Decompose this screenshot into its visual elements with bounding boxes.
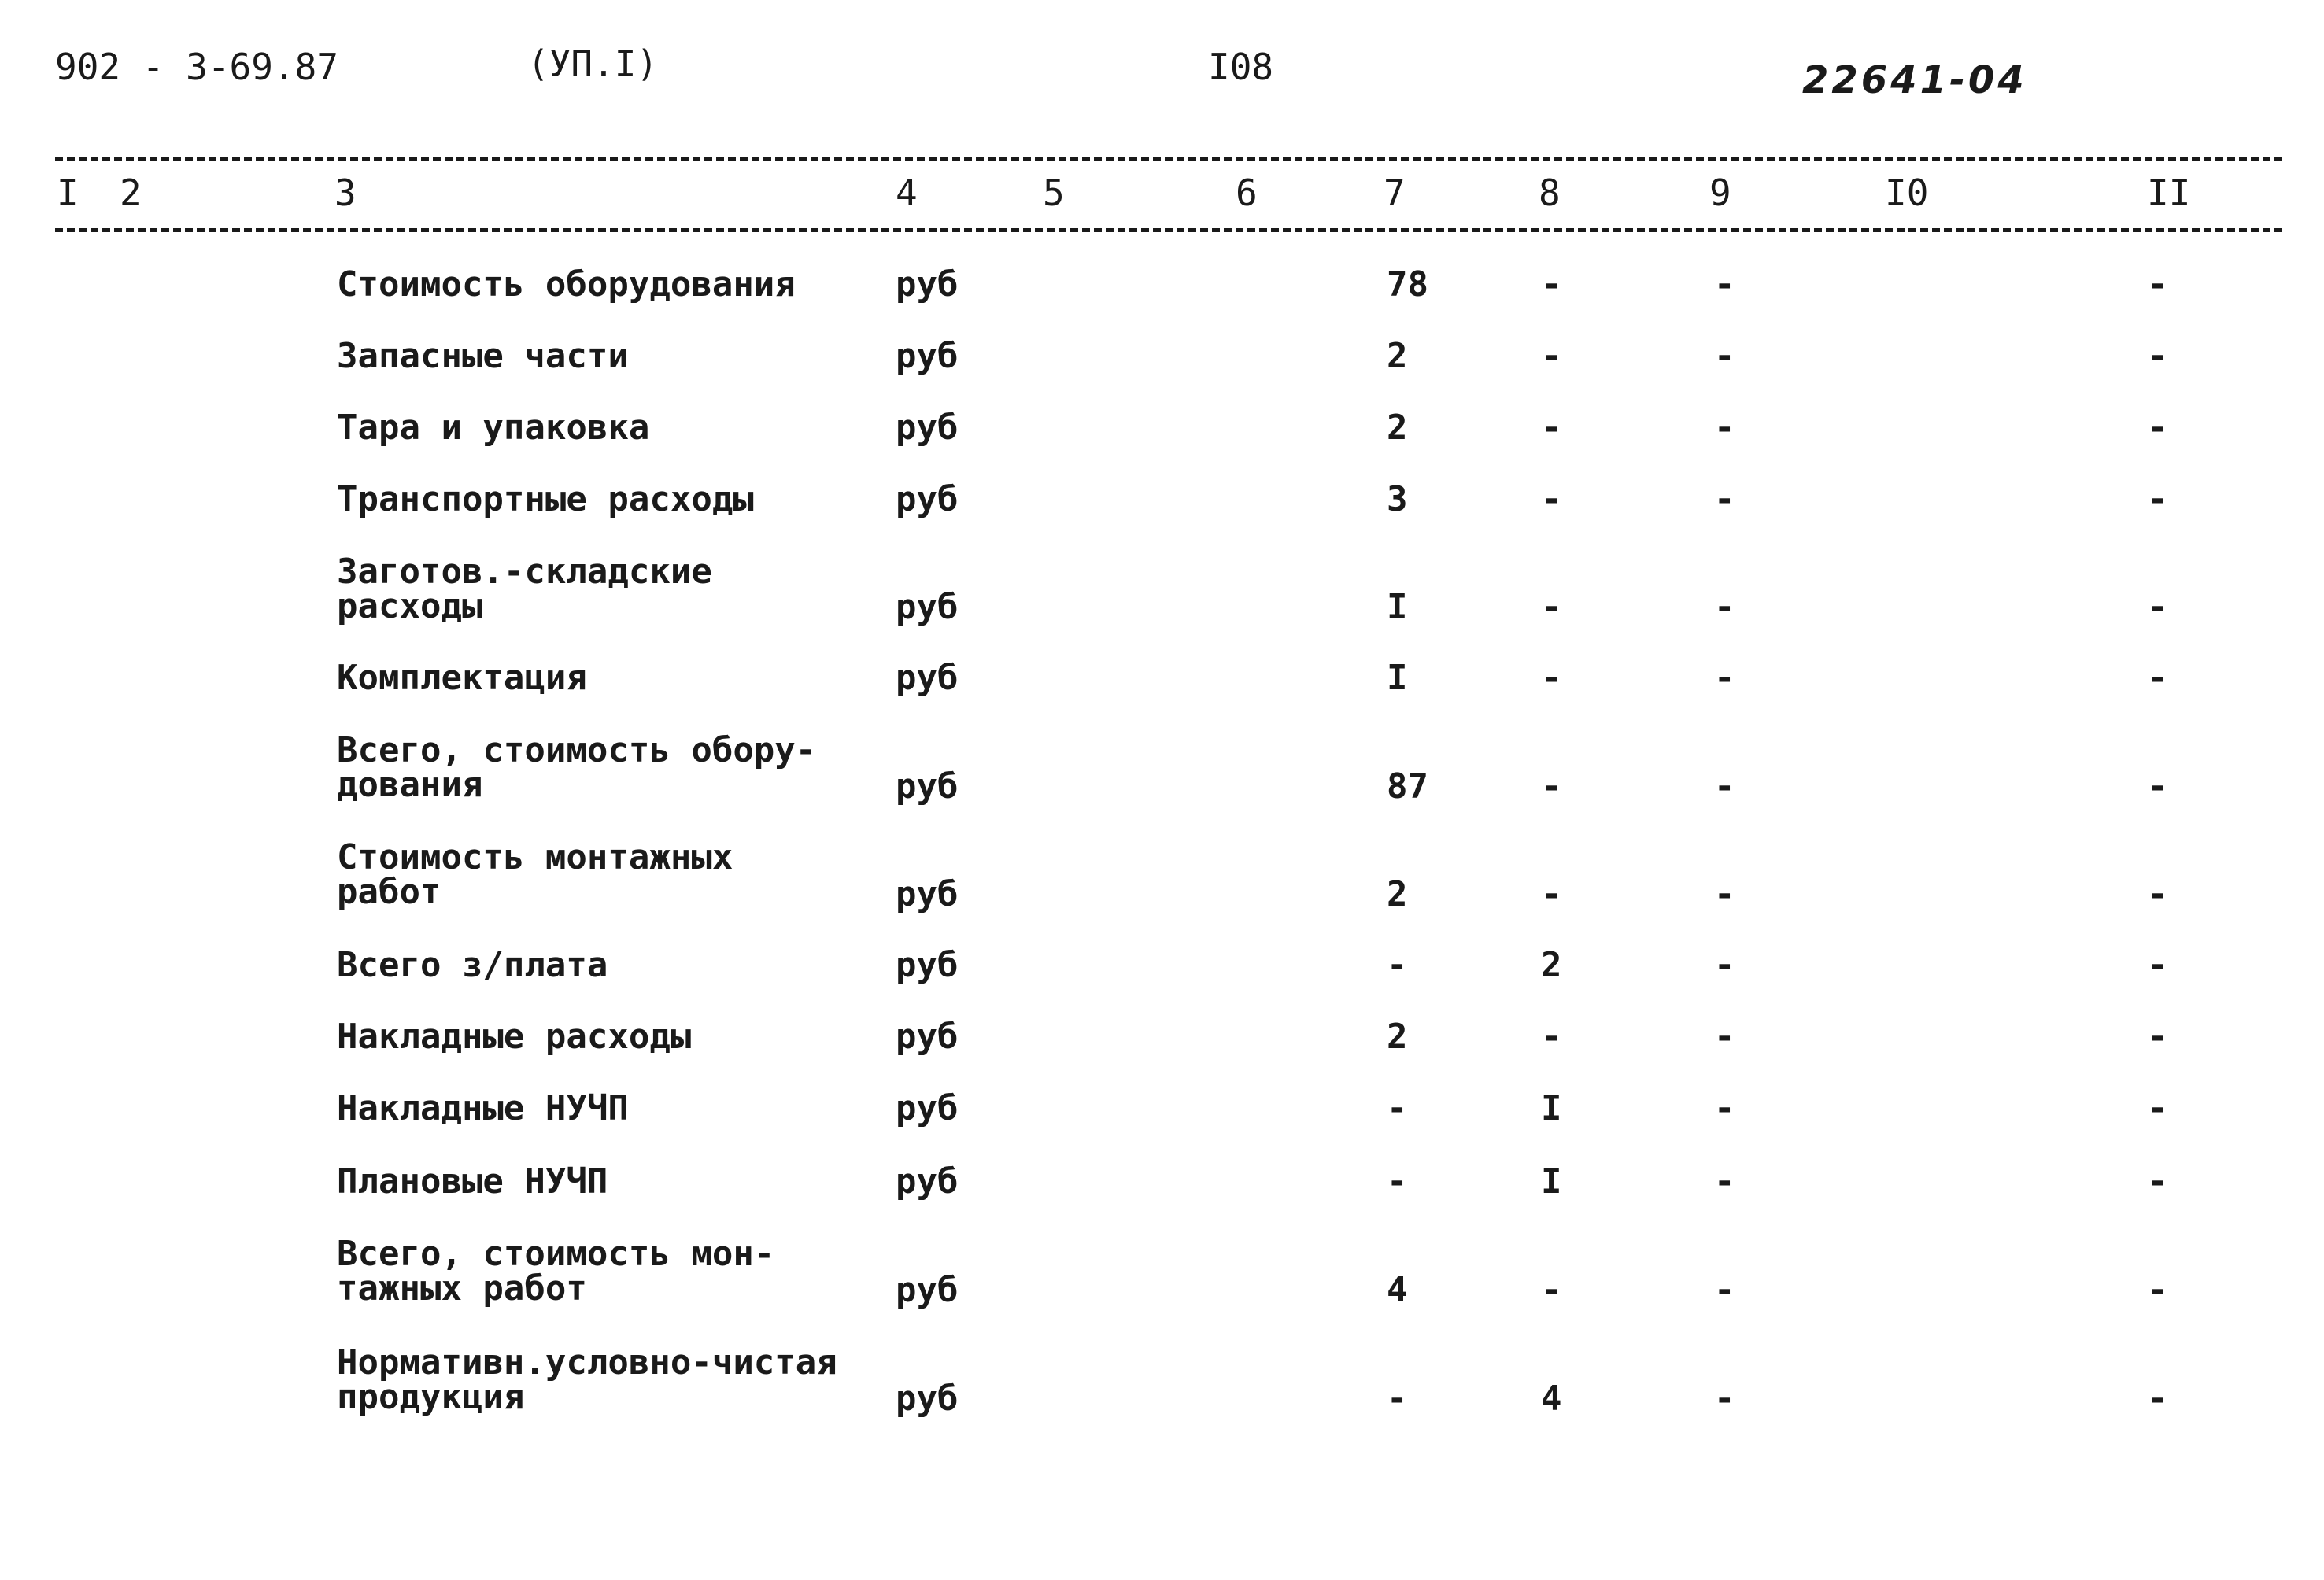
table-cell-col7: - (1387, 1161, 1408, 1202)
table-row-name: Нормативн.условно-чистая продукция (337, 1342, 837, 1417)
table-header-top-rule (55, 157, 2282, 161)
table-cell-col7: 87 (1387, 766, 1428, 807)
column-number-10: I0 (1885, 172, 1929, 214)
table-row-unit: руб (896, 766, 959, 807)
document-code: 902 - 3-69.87 (55, 46, 339, 88)
sheet-label: (УП.I) (527, 42, 659, 85)
table-cell-col7: 78 (1387, 264, 1428, 305)
table-cell-col7: - (1387, 1088, 1408, 1128)
table-cell-col11: - (2147, 1270, 2168, 1310)
table-cell-col11: - (2147, 766, 2168, 807)
table-cell-col9: - (1714, 945, 1735, 985)
table-row-name: Стоимость монтажных работ (337, 837, 733, 912)
table-cell-col11: - (2147, 1017, 2168, 1057)
table-row-name: Всего, стоимость мон- тажных работ (337, 1234, 775, 1309)
table-cell-col7: 2 (1387, 1017, 1408, 1057)
table-header-bottom-rule (55, 228, 2282, 232)
table-row-unit: руб (896, 1088, 959, 1128)
table-cell-col11: - (2147, 1379, 2168, 1419)
table-row-unit: руб (896, 874, 959, 914)
table-cell-col8: - (1541, 336, 1562, 376)
column-number-11: II (2147, 172, 2191, 214)
table-row-name: Накладные НУЧП (337, 1088, 629, 1128)
table-cell-col8: - (1541, 264, 1562, 305)
table-cell-col8: - (1541, 658, 1562, 698)
table-cell-col8: I (1541, 1161, 1562, 1202)
column-number-1: I (57, 172, 79, 214)
table-cell-col11: - (2147, 587, 2168, 627)
table-row-unit: руб (896, 408, 959, 448)
table-row-name: Всего з/плата (337, 945, 608, 985)
table-row-unit: руб (896, 336, 959, 376)
table-cell-col11: - (2147, 1088, 2168, 1128)
table-row-name: Транспортные расходы (337, 479, 754, 519)
table-cell-col8: - (1541, 1017, 1562, 1057)
table-cell-col7: 3 (1387, 479, 1408, 519)
table-row-unit: руб (896, 658, 959, 698)
table-cell-col9: - (1714, 658, 1735, 698)
table-cell-col7: - (1387, 945, 1408, 985)
table-cell-col9: - (1714, 874, 1735, 914)
table-row-unit: руб (896, 587, 959, 627)
table-cell-col9: - (1714, 1088, 1735, 1128)
column-number-3: 3 (334, 172, 357, 214)
table-cell-col11: - (2147, 336, 2168, 376)
table-row-name: Стоимость оборудования (337, 264, 796, 305)
table-row-unit: руб (896, 264, 959, 305)
table-cell-col8: - (1541, 587, 1562, 627)
column-number-8: 8 (1539, 172, 1561, 214)
archive-number: 22641-04 (1802, 58, 2027, 102)
table-cell-col9: - (1714, 1379, 1735, 1419)
table-row-unit: руб (896, 1017, 959, 1057)
table-cell-col11: - (2147, 945, 2168, 985)
table-cell-col11: - (2147, 1161, 2168, 1202)
table-cell-col9: - (1714, 587, 1735, 627)
table-cell-col9: - (1714, 1270, 1735, 1310)
table-cell-col7: - (1387, 1379, 1408, 1419)
column-number-9: 9 (1709, 172, 1731, 214)
table-row-name: Тара и упаковка (337, 408, 650, 448)
table-cell-col8: - (1541, 874, 1562, 914)
table-cell-col8: 4 (1541, 1379, 1562, 1419)
table-cell-col9: - (1714, 766, 1735, 807)
table-row-unit: руб (896, 479, 959, 519)
table-cell-col7: 2 (1387, 874, 1408, 914)
page-number: I08 (1208, 46, 1274, 88)
table-row-name: Накладные расходы (337, 1017, 692, 1057)
table-cell-col7: I (1387, 587, 1408, 627)
table-cell-col8: - (1541, 479, 1562, 519)
table-cell-col8: - (1541, 766, 1562, 807)
table-cell-col11: - (2147, 658, 2168, 698)
table-cell-col11: - (2147, 408, 2168, 448)
table-row-unit: руб (896, 945, 959, 985)
table-cell-col11: - (2147, 874, 2168, 914)
column-number-6: 6 (1236, 172, 1258, 214)
table-row-unit: руб (896, 1379, 959, 1419)
table-cell-col7: 2 (1387, 408, 1408, 448)
column-number-4: 4 (896, 172, 918, 214)
table-cell-col9: - (1714, 408, 1735, 448)
table-cell-col7: 4 (1387, 1270, 1408, 1310)
table-cell-col7: I (1387, 658, 1408, 698)
column-number-7: 7 (1384, 172, 1406, 214)
table-cell-col9: - (1714, 336, 1735, 376)
table-cell-col8: 2 (1541, 945, 1562, 985)
table-cell-col7: 2 (1387, 336, 1408, 376)
table-cell-col9: - (1714, 1017, 1735, 1057)
table-cell-col8: - (1541, 1270, 1562, 1310)
table-row-unit: руб (896, 1270, 959, 1310)
table-cell-col11: - (2147, 264, 2168, 305)
table-cell-col8: I (1541, 1088, 1562, 1128)
column-number-2: 2 (120, 172, 142, 214)
table-row-name: Заготов.-складские расходы (337, 552, 712, 626)
table-cell-col9: - (1714, 479, 1735, 519)
table-row-unit: руб (896, 1161, 959, 1202)
table-row-name: Комплектация (337, 658, 587, 698)
column-number-5: 5 (1043, 172, 1065, 214)
table-cell-col8: - (1541, 408, 1562, 448)
table-row-name: Плановые НУЧП (337, 1161, 608, 1202)
table-cell-col9: - (1714, 1161, 1735, 1202)
table-row-name: Всего, стоимость обору- дования (337, 730, 817, 805)
table-row-name: Запасные части (337, 336, 629, 376)
table-cell-col9: - (1714, 264, 1735, 305)
table-cell-col11: - (2147, 479, 2168, 519)
